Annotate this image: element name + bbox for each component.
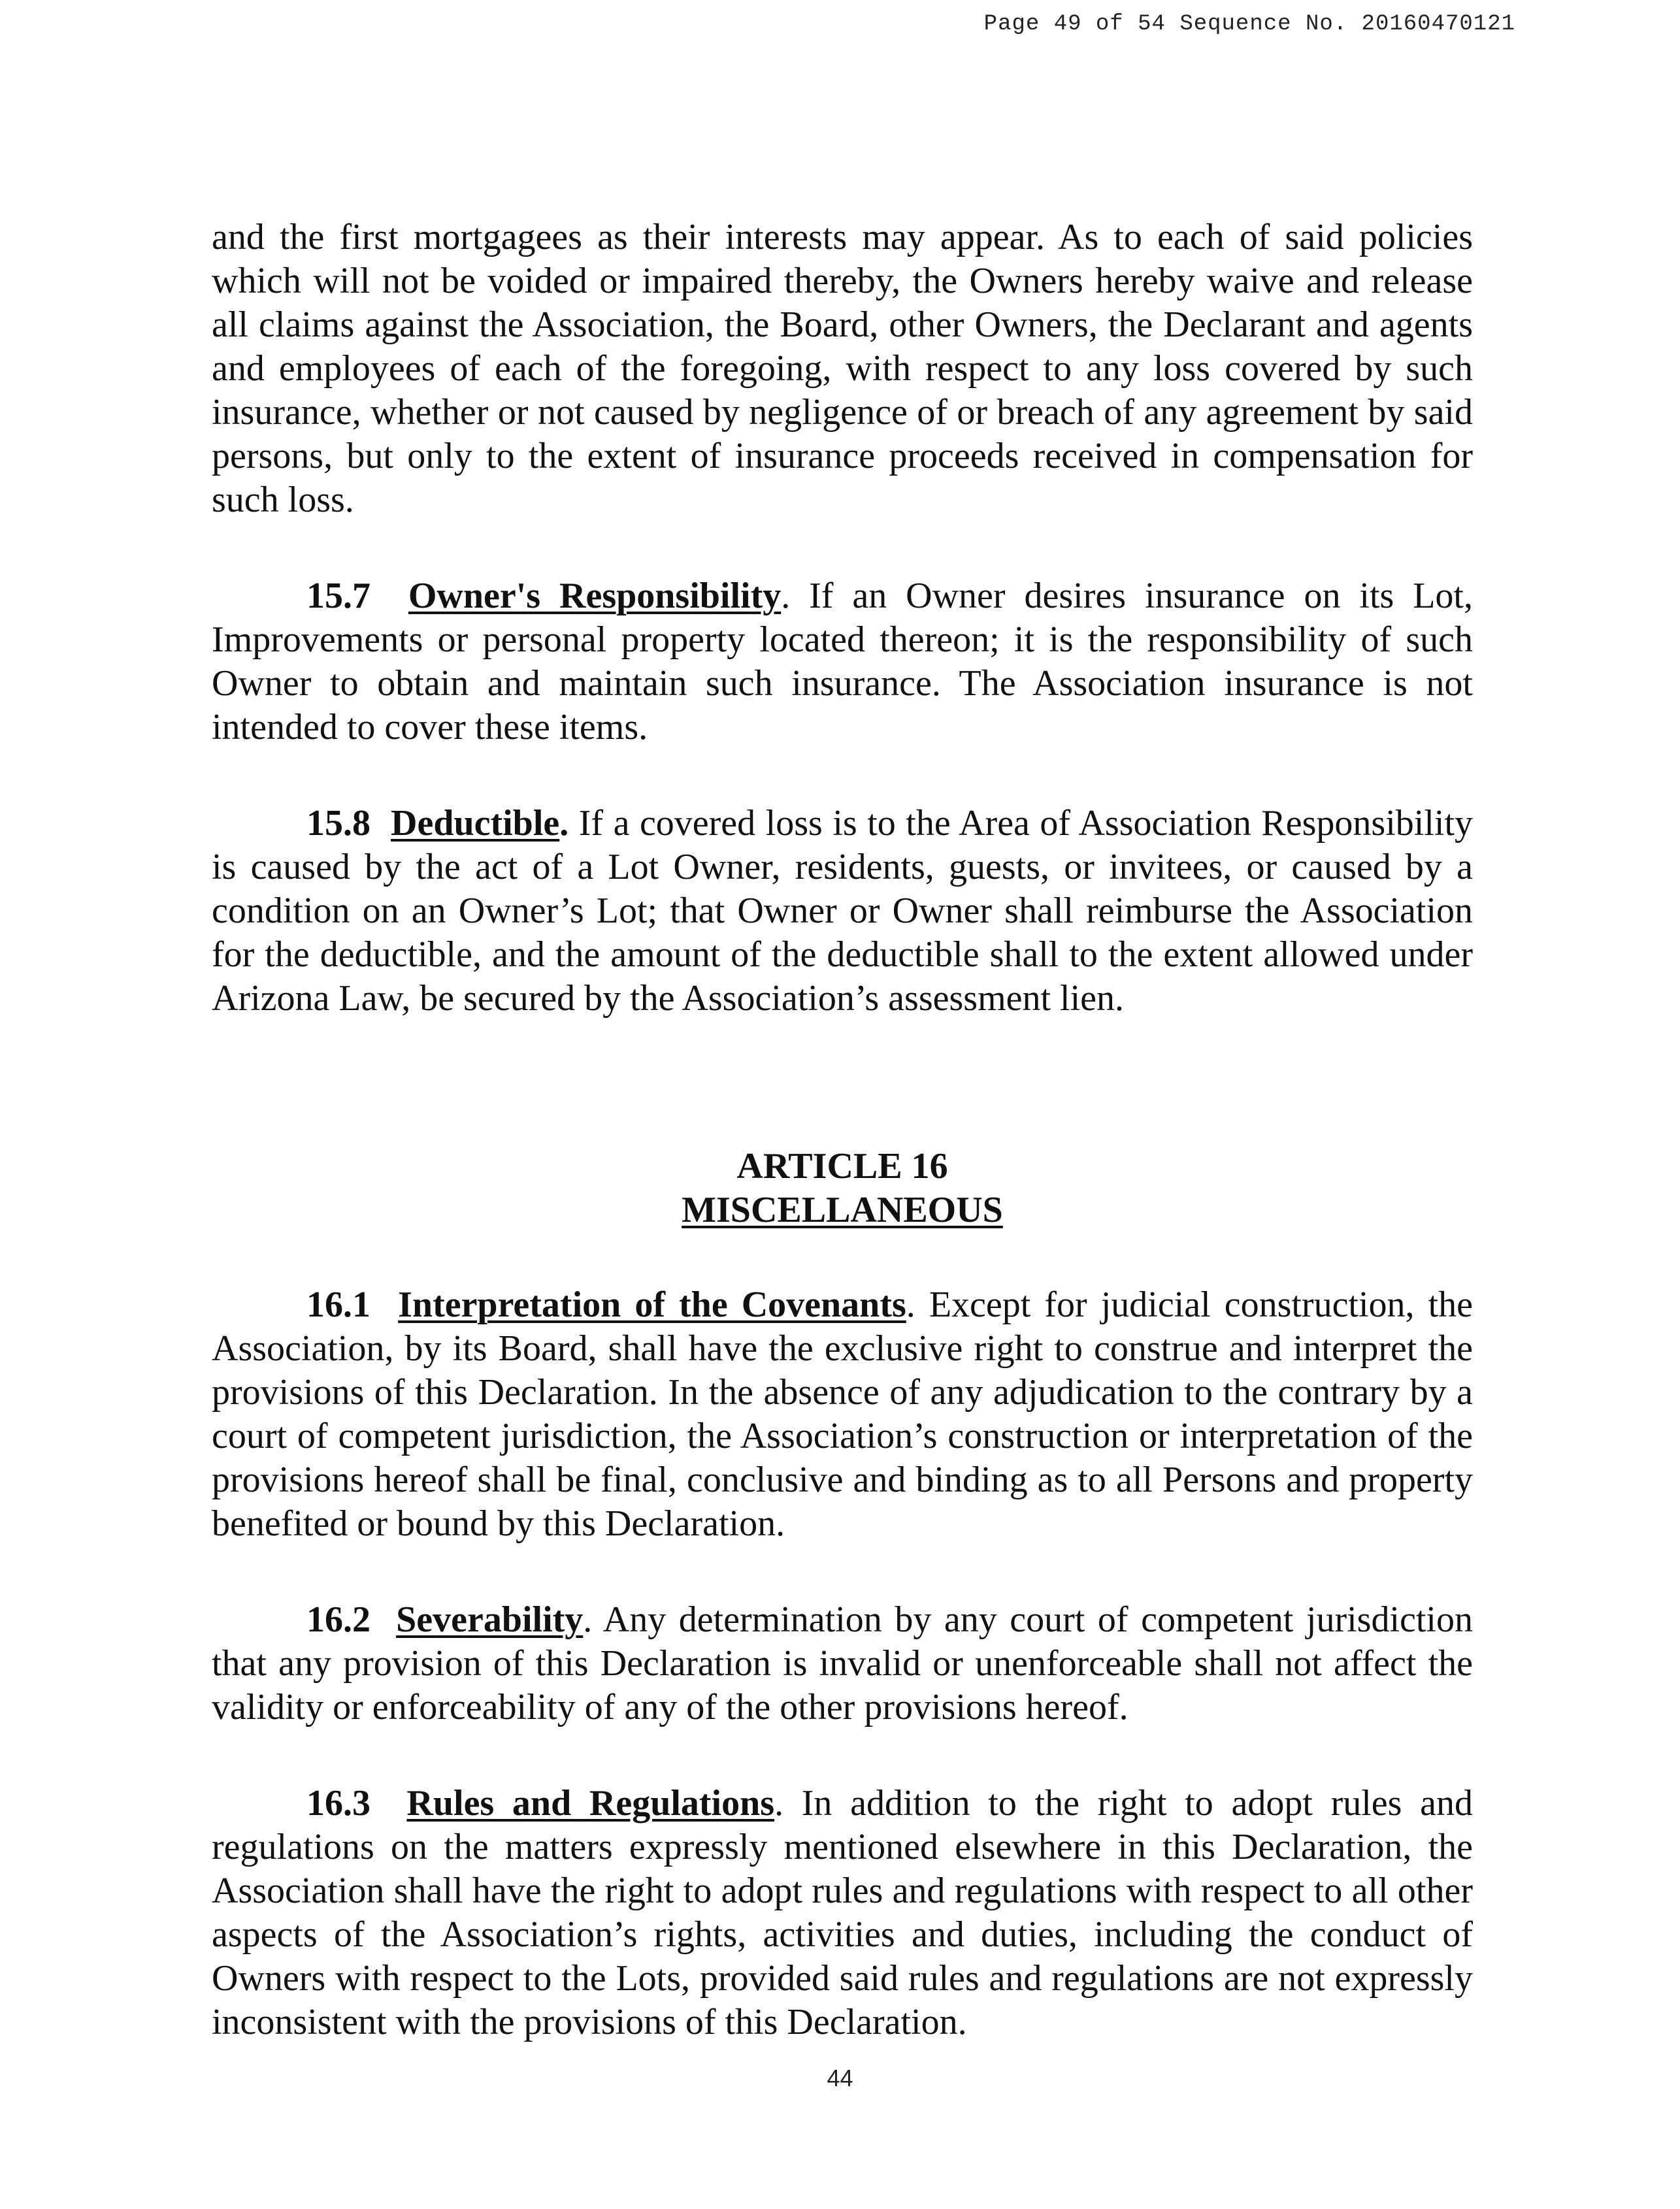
- article-heading: [212, 1145, 1473, 1232]
- section-title: Interpretation of the Covenants: [398, 1284, 906, 1325]
- article-title: MISCELLANEOUS: [682, 1190, 1003, 1230]
- section-title-punct: .: [781, 576, 791, 616]
- section-title: Deductible: [391, 803, 560, 843]
- page-number: 44: [827, 2065, 853, 2091]
- section-number: 16.2: [306, 1599, 371, 1640]
- section-title: Severability: [396, 1599, 584, 1640]
- section-title-punct: .: [583, 1599, 593, 1640]
- document-body: [212, 216, 1473, 2044]
- section-body: Except for judicial construction, the Association, by its Board, shall have the exclusive right to construe and interpret the provisions of this Declaration. In the absence of any adjudication to the contrary by a court of competent jurisdiction, the Association’s construction or interpretation of the provisions hereof shall be final, conclusive and binding as to all Persons and property benefited or bound by this Declaration.: [212, 1284, 1474, 1544]
- section-number: 16.1: [306, 1284, 371, 1325]
- section-title: Rules and Regulations: [406, 1783, 775, 1824]
- section-title: Owner's Responsibility: [408, 576, 782, 616]
- section-title-punct: .: [559, 803, 569, 843]
- section-body: In addition to the right to adopt rules and regulations on the matters expressly mentioned elsewhere in this Declaration, the Association shall have the right to adopt rules and regulations with respect to all other aspects of the Association’s rights, activities and duties, including the conduct of Owners with respect to the Lots, provided said rules and regulations are not expressly inconsistent with the provisions of this Declaration.: [212, 1783, 1474, 2042]
- paragraph-insurance-waiver: and the first mortgagees as their interests may appear. As to each of said policies which will not be voided or impaired thereby, the Owners hereby waive and release all claims against the Association, the Board, other Owners, the Declarant and agents and employees of each of the foregoing, with respect to any loss covered by such insurance, whether or not caused by negligence of or breach of any agreement by said persons, but only to the extent of insurance proceeds received in compensation for such loss.: [212, 217, 1473, 520]
- section-number: 15.7: [306, 576, 371, 616]
- section-16-3: [212, 1782, 1473, 2044]
- section-15-8: [212, 802, 1473, 1021]
- section-body: Any determination by any court of competent jurisdiction that any provision of this Declaration is invalid or unenforceable shall not affect the validity or enforceability of any of the other provisions hereof.: [212, 1599, 1473, 1727]
- section-body: If a covered loss is to the Area of Association Responsibility is caused by the act of a Lot Owner, residents, guests, or invitees, or caused by a condition on an Owner’s Lot; that Owner or Owner shall reimburse the Association for the deductible, and the amount of the deductible shall to the extent allowed under Arizona Law, be secured by the Association’s assessment lien.: [212, 803, 1474, 1019]
- section-16-1: [212, 1283, 1473, 1546]
- section-title-punct: .: [774, 1783, 784, 1824]
- article-number: ARTICLE 16: [736, 1146, 948, 1186]
- page-sequence-header: Page 49 of 54 Sequence No. 20160470121: [983, 12, 1515, 37]
- section-title-punct: .: [906, 1284, 915, 1325]
- section-16-2: [212, 1598, 1473, 1729]
- section-15-7: [212, 574, 1473, 749]
- section-body: If an Owner desires insurance on its Lot, Improvements or personal property located thereon; it is the responsibility of such Owner to obtain and maintain such insurance. The Association insurance is not intended to cover these items.: [212, 576, 1473, 747]
- section-number: 15.8: [306, 803, 371, 843]
- section-number: 16.3: [306, 1783, 371, 1824]
